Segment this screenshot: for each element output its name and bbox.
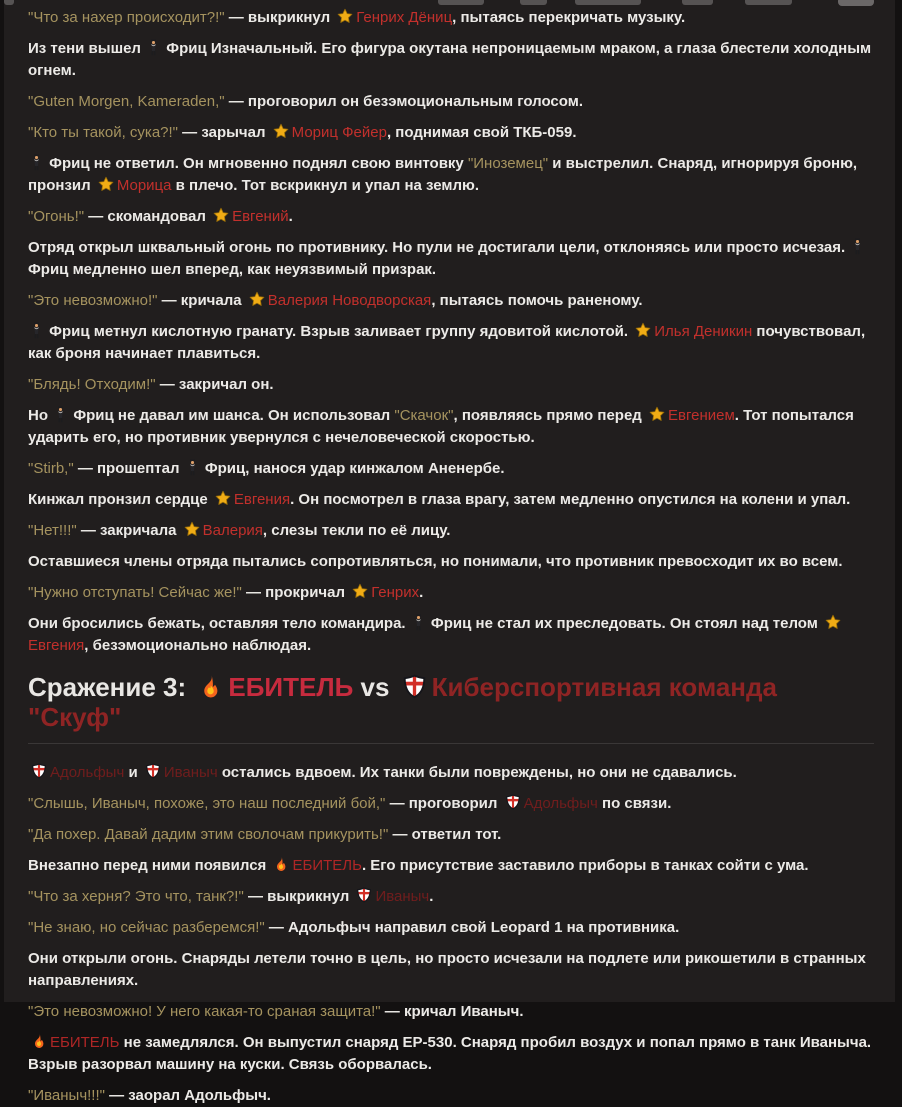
text-run-heading-enemy: Киберспортивная команда "Скуф" <box>28 672 785 732</box>
text-run-narration: Отряд открыл шквальный огонь по противнику. Но пули не достигали цели, отклоняясь или просто исчезая. <box>28 239 850 256</box>
text-run-ally: Евгения <box>28 637 85 654</box>
story-paragraph <box>28 290 874 312</box>
text-run-narration: — выкрикнул <box>247 888 354 905</box>
text-run-heading-text: vs <box>353 672 397 702</box>
text-run-narration: . <box>429 888 434 905</box>
star-icon <box>213 207 229 223</box>
text-run-narration: и выстрелил. Снаряд, игнорируя броню, пронзил <box>28 155 862 194</box>
text-run-narration: Фриц не ответил. Он мгновенно поднял свою винтовку <box>45 155 468 172</box>
text-run-narration: — ответил тот. <box>392 826 502 843</box>
levitating-figure-icon <box>851 238 864 255</box>
story-paragraph <box>28 855 874 877</box>
levitating-figure-icon <box>54 406 67 423</box>
levitating-figure-icon <box>186 459 199 476</box>
text-run-ally: Генрих Дёниц <box>356 9 453 26</box>
text-run-ally: Евгения <box>233 491 291 508</box>
text-run-quote: "Блядь! Отходим!" <box>28 376 160 393</box>
text-run-quote: "Да похер. Давай дадим этим сволочам прикурить!" <box>28 826 393 843</box>
text-run-narration: — проговорил <box>389 795 502 812</box>
fire-icon <box>31 1033 47 1049</box>
text-run-narration: — кричала <box>161 292 246 309</box>
story-paragraph <box>28 1001 874 1023</box>
text-run-narration: — проговорил он безэмоциональным голосом. <box>228 93 583 110</box>
text-run-quote: "Что за херня? Это что, танк?!" <box>28 888 248 905</box>
text-run-narration: , пытаясь помочь раненому. <box>431 292 643 309</box>
text-run-quote: "Это невозможно!" <box>28 292 162 309</box>
text-run-narration: — закричала <box>80 522 181 539</box>
star-icon <box>337 8 353 24</box>
text-run-ally: Генрих <box>371 584 420 601</box>
text-run-quote: "Guten Morgen, Kameraden," <box>28 93 229 110</box>
story-paragraph <box>28 582 874 604</box>
text-run-boss: ЕБИТЕЛЬ <box>50 1034 120 1051</box>
text-run-enemy: Иваныч <box>375 888 430 905</box>
text-run-narration: и <box>124 764 142 781</box>
story-paragraph <box>28 374 874 396</box>
text-run-heading-boss: ЕБИТЕЛЬ <box>228 672 354 702</box>
shield-icon <box>402 674 427 699</box>
text-run-narration: . <box>419 584 424 601</box>
text-run-narration: . Его присутствие заставило приборы в танках сойти с ума. <box>361 857 809 874</box>
text-run-quote: "Скачок" <box>394 407 454 424</box>
text-run-narration: Фриц Изначальный. Его фигура окутана непроницаемым мраком, а глаза блестели холодным огнем. <box>28 40 876 79</box>
text-run-enemy: Адольфыч <box>50 764 125 781</box>
story-paragraph <box>28 237 874 281</box>
star-icon <box>635 322 651 338</box>
fire-icon <box>273 856 289 872</box>
text-run-narration: . Он посмотрел в глаза врагу, затем медленно опустился на колени и упал. <box>290 491 851 508</box>
story-paragraph <box>28 405 874 449</box>
story-paragraph <box>28 91 874 113</box>
story-paragraph <box>28 206 874 228</box>
text-run-narration: по связи. <box>597 795 672 812</box>
text-run-narration: Внезапно перед ними появился <box>28 857 271 874</box>
levitating-figure-icon <box>30 154 43 171</box>
text-run-ally: Мориц Фейер <box>291 124 387 141</box>
story-paragraph <box>28 917 874 939</box>
text-run-narration: — кричал Иваныч. <box>384 1003 524 1020</box>
text-run-narration: Но <box>28 407 53 424</box>
text-run-quote: "Кто ты такой, сука?!" <box>28 124 183 141</box>
text-run-enemy: Адольфыч <box>523 795 598 812</box>
story-paragraph <box>28 948 874 992</box>
text-run-narration: Они открыли огонь. Снаряды летели точно в цель, но просто исчезали на подлете или рикошетили в странных направлениях. <box>28 950 870 989</box>
text-run-narration: Фриц медленно шел вперед, как неуязвимый призрак. <box>28 239 871 278</box>
levitating-figure-icon <box>147 39 160 56</box>
star-icon <box>98 176 114 192</box>
levitating-figure-icon <box>412 614 425 631</box>
text-run-narration: — Адольфыч направил свой Leopard 1 на противника. <box>268 919 680 936</box>
text-run-narration: Оставшиеся члены отряда пытались сопротивляться, но понимали, что противник превосходит их во всем. <box>28 553 843 570</box>
text-run-narration: , поднимая свой ТКБ-059. <box>386 124 577 141</box>
story-paragraph <box>28 551 874 573</box>
text-run-narration: , появляясь прямо перед <box>453 407 646 424</box>
story-paragraph <box>28 613 874 657</box>
text-run-narration: в плечо. Тот вскрикнул и упал на землю. <box>171 177 480 194</box>
text-run-narration: . Тот попытался ударить его, но противник увернулся с нечеловеческой скоростью. <box>28 407 859 446</box>
shield-icon <box>31 763 47 779</box>
text-run-narration: почувствовал, как броня начинает плавиться. <box>28 323 870 362</box>
text-run-quote: "Огонь!" <box>28 208 89 225</box>
story-paragraph <box>28 520 874 542</box>
story-paragraph <box>28 7 874 29</box>
text-run-quote: "Это невозможно! У него какая-то сраная защита!" <box>28 1003 385 1020</box>
star-icon <box>273 123 289 139</box>
text-run-ally: Евгением <box>668 407 735 424</box>
text-run-narration: Они бросились бежать, оставляя тело командира. <box>28 615 410 632</box>
text-run-narration: . <box>288 208 293 225</box>
text-run-narration: , безэмоционально наблюдая. <box>84 637 312 654</box>
text-run-narration: Кинжал пронзил сердце <box>28 491 212 508</box>
text-run-quote: "Нужно отступать! Сейчас же!" <box>28 584 246 601</box>
text-run-quote: "Что за нахер происходит?!" <box>28 9 229 26</box>
text-run-narration: Фриц не стал их преследовать. Он стоял над телом <box>426 615 823 632</box>
story-paragraph <box>28 38 874 82</box>
text-run-quote: "Stirb," <box>28 460 78 477</box>
text-run-ally: Илья Деникин <box>654 323 753 340</box>
text-run-narration: , слезы текли по её лицу. <box>262 522 451 539</box>
fire-icon <box>198 674 223 699</box>
story-paragraph <box>28 1032 874 1076</box>
text-run-quote: "Нет!!!" <box>28 522 81 539</box>
star-icon <box>649 406 665 422</box>
shield-icon <box>505 794 521 810</box>
text-run-quote: "Слышь, Иваныч, похоже, это наш последний бой," <box>28 795 390 812</box>
text-run-ally: Евгений <box>232 208 289 225</box>
text-run-boss: ЕБИТЕЛЬ <box>292 857 362 874</box>
text-run-narration: — зарычал <box>182 124 270 141</box>
levitating-figure-icon <box>30 322 43 339</box>
story-paragraph <box>28 321 874 365</box>
star-icon <box>352 583 368 599</box>
star-icon <box>825 614 841 630</box>
story-paragraph <box>28 122 874 144</box>
text-run-narration: не замедлялся. Он выпустил снаряд ЕР-530. Снаряд пробил воздух и попал прямо в танк Иваныча. Взрыв разорвал машину на куски. Связь оборвалась. <box>28 1034 876 1073</box>
story-paragraph <box>28 458 874 480</box>
chat-content-panel <box>4 0 895 1104</box>
story-paragraph <box>28 153 874 197</box>
text-run-enemy: Иваныч <box>163 764 218 781</box>
text-run-narration: , пытаясь перекричать музыку. <box>452 9 686 26</box>
text-run-narration: Фриц, нанося удар кинжалом Аненербе. <box>200 460 505 477</box>
text-run-ally: Валерия <box>202 522 263 539</box>
battle-heading <box>28 672 874 732</box>
text-run-narration: — прошептал <box>77 460 184 477</box>
text-run-narration: Из тени вышел <box>28 40 146 57</box>
text-run-quote: "Иноземец" <box>467 155 549 172</box>
text-run-heading-text: Сражение 3: <box>28 672 194 702</box>
text-run-narration: — заорал Адольфыч. <box>109 1087 271 1104</box>
star-icon <box>184 521 200 537</box>
story-paragraph <box>28 1085 874 1107</box>
text-run-narration: — скомандовал <box>88 208 211 225</box>
text-run-narration: остались вдвоем. Их танки были повреждены, но они не сдавались. <box>217 764 737 781</box>
star-icon <box>215 490 231 506</box>
text-run-ally: Валерия Новодворская <box>267 292 432 309</box>
text-run-narration: — прокричал <box>245 584 350 601</box>
story-paragraph <box>28 793 874 815</box>
section-divider <box>28 743 874 744</box>
story-paragraph <box>28 886 874 908</box>
text-run-quote: "Иваныч!!!" <box>28 1087 110 1104</box>
text-run-ally: Морица <box>116 177 172 194</box>
text-run-quote: "Не знаю, но сейчас разберемся!" <box>28 919 269 936</box>
story-paragraph <box>28 824 874 846</box>
star-icon <box>249 291 265 307</box>
shield-icon <box>356 887 372 903</box>
text-run-narration: Фриц метнул кислотную гранату. Взрыв заливает группу ядовитой кислотой. <box>45 323 633 340</box>
story-paragraph <box>28 762 874 784</box>
shield-icon <box>145 763 161 779</box>
story-scroll-area[interactable] <box>4 0 895 1104</box>
story-paragraph <box>28 489 874 511</box>
text-run-narration: — выкрикнул <box>228 9 335 26</box>
text-run-narration: Фриц не давал им шанса. Он использовал <box>69 407 395 424</box>
text-run-narration: — закричал он. <box>159 376 274 393</box>
